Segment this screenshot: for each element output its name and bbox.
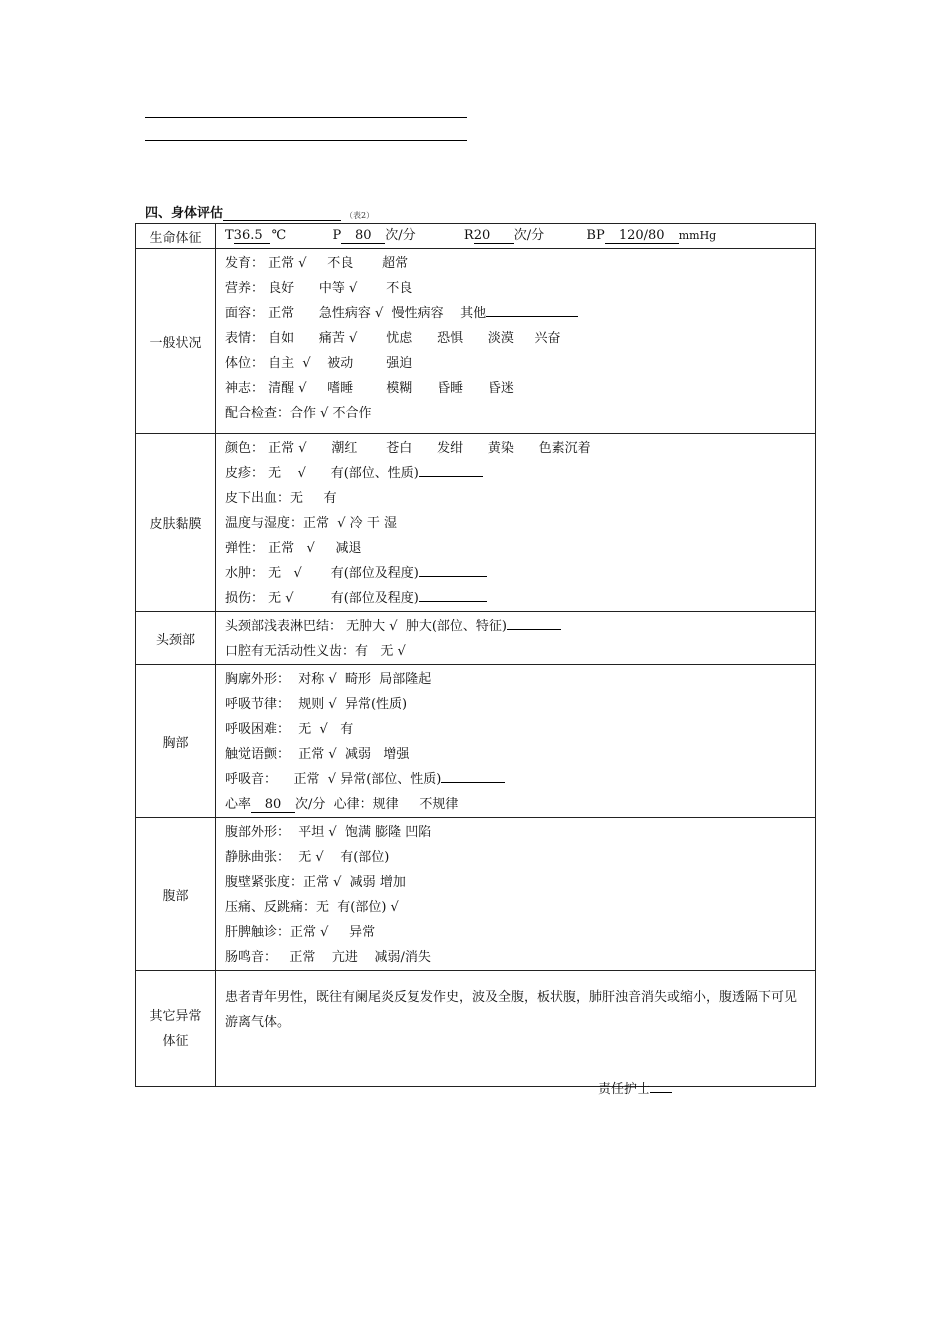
abdomen-label: 腹部 bbox=[136, 818, 216, 971]
skin-line: 颜色： 正常 √ 潮红 苍白 发绀 黄染 色素沉着 bbox=[225, 441, 591, 456]
head-neck-row bbox=[136, 612, 816, 665]
general-line: 体位： 自主 √ 被动 强迫 bbox=[225, 356, 413, 371]
lymph-blank bbox=[507, 629, 561, 630]
vitals-cell bbox=[216, 224, 816, 249]
skin-label: 皮肤黏膜 bbox=[136, 434, 216, 612]
other-findings-text: 患者青年男性，既往有阑尾炎反复发作史，波及全腹，板状腹，肺肝浊音消失或缩小，腹透隔下可见游离气体。 bbox=[225, 990, 798, 1030]
general-row bbox=[136, 249, 816, 434]
general-line: 面容： 正常 急性病容 √ 慢性病容 其他 bbox=[225, 301, 815, 326]
general-line: 发育： 正常 √ 不良 超常 bbox=[225, 256, 409, 271]
breath-sound-blank bbox=[441, 782, 505, 783]
skin-line: 皮疹： 无 √ 有(部位、性质) bbox=[225, 461, 815, 486]
general-line: 表情： 自如 痛苦 √ 忧虑 恐惧 淡漠 兴奋 bbox=[225, 331, 561, 346]
section-title-underline bbox=[223, 208, 341, 221]
section-title-text: 四、身体评估 bbox=[145, 206, 224, 221]
vitals-label: 生命体征 bbox=[136, 224, 216, 249]
other-cell bbox=[216, 971, 816, 1087]
skin-line: 损伤： 无 √ 有(部位及程度) bbox=[225, 586, 815, 611]
skin-line: 弹性： 正常 √ 减退 bbox=[225, 541, 362, 556]
abdomen-line: 静脉曲张： 无 √ 有(部位) bbox=[225, 850, 390, 865]
chest-line: 呼吸困难： 无 √ 有 bbox=[225, 722, 354, 737]
blank-line-1 bbox=[145, 117, 467, 118]
respiration-value: 20 bbox=[474, 229, 514, 244]
temperature-prefix: T bbox=[225, 228, 234, 243]
abdomen-line: 肝脾触诊：正常 √ 异常 bbox=[225, 925, 376, 940]
chest-row bbox=[136, 665, 816, 818]
other-label bbox=[136, 971, 216, 1087]
nurse-signature bbox=[598, 1078, 672, 1097]
head-neck-label: 头颈部 bbox=[136, 612, 216, 665]
head-neck-line: 头颈部浅表淋巴结： 无肿大 √ 肿大(部位、特征) bbox=[225, 614, 815, 639]
physical-assessment-table bbox=[135, 223, 816, 1087]
skin-line: 温度与湿度：正常 √ 冷 干 湿 bbox=[225, 516, 397, 531]
section-note: （表2） bbox=[345, 211, 375, 220]
blank-line-2 bbox=[145, 140, 467, 141]
bp-prefix: BP bbox=[586, 228, 605, 243]
respiration-prefix: R bbox=[463, 228, 474, 243]
skin-line: 皮下出血：无 有 bbox=[225, 491, 337, 506]
bp-value: 120/80 bbox=[605, 229, 679, 244]
edema-blank bbox=[419, 576, 487, 577]
abdomen-line: 肠鸣音： 正常 亢进 减弱/消失 bbox=[225, 950, 431, 965]
chest-cell bbox=[216, 665, 816, 818]
abdomen-line: 腹部外形： 平坦 √ 饱满 膨隆 凹陷 bbox=[225, 825, 432, 840]
rash-blank bbox=[419, 476, 483, 477]
skin-line: 水肿： 无 √ 有(部位及程度) bbox=[225, 561, 815, 586]
section-title bbox=[145, 202, 374, 221]
chest-line: 呼吸音： 正常 √ 异常(部位、性质) bbox=[225, 767, 815, 792]
chest-line: 胸廓外形： 对称 √ 畸形 局部隆起 bbox=[225, 672, 432, 687]
skin-cell bbox=[216, 434, 816, 612]
general-line: 神志： 清醒 √ 嗜睡 模糊 昏睡 昏迷 bbox=[225, 381, 514, 396]
heart-rate-value: 80 bbox=[251, 798, 295, 813]
general-line: 营养： 良好 中等 √ 不良 bbox=[225, 281, 413, 296]
pulse-value: 80 bbox=[341, 229, 385, 244]
heart-rate-line: 心率 80 次/分 心律：规律 不规律 bbox=[225, 797, 459, 812]
general-line: 配合检查：合作 √ 不合作 bbox=[225, 406, 372, 421]
abdomen-line: 腹壁紧张度：正常 √ 减弱 增加 bbox=[225, 875, 406, 890]
abdomen-row bbox=[136, 818, 816, 971]
respiration-unit: 次/分 bbox=[513, 228, 545, 243]
temperature-unit: ℃ bbox=[271, 228, 287, 243]
pulse-prefix: P bbox=[332, 228, 342, 243]
abdomen-line: 压痛、反跳痛：无 有(部位) √ bbox=[225, 900, 399, 915]
bp-unit: mmHg bbox=[678, 229, 717, 242]
general-label: 一般状况 bbox=[136, 249, 216, 434]
nurse-label: 责任护士 bbox=[598, 1082, 651, 1097]
chest-label: 胸部 bbox=[136, 665, 216, 818]
other-row bbox=[136, 971, 816, 1087]
pulse-unit: 次/分 bbox=[385, 228, 416, 243]
other-label-line-1: 其它异常 bbox=[149, 1008, 202, 1024]
head-neck-cell bbox=[216, 612, 816, 665]
vitals-line bbox=[225, 224, 815, 248]
other-blank bbox=[486, 316, 578, 317]
nurse-signature-blank bbox=[650, 1092, 672, 1093]
general-cell bbox=[216, 249, 816, 434]
head-neck-line: 口腔有无活动性义齿：有 无 √ bbox=[225, 644, 406, 659]
other-label-line-2: 体征 bbox=[162, 1033, 189, 1049]
temperature-value: 36.5 bbox=[234, 229, 270, 244]
chest-line: 触觉语颤： 正常 √ 减弱 增强 bbox=[225, 747, 410, 762]
injury-blank bbox=[419, 601, 487, 602]
abdomen-cell bbox=[216, 818, 816, 971]
skin-row bbox=[136, 434, 816, 612]
chest-line: 呼吸节律： 规则 √ 异常(性质) bbox=[225, 697, 408, 712]
vitals-row bbox=[136, 224, 816, 249]
